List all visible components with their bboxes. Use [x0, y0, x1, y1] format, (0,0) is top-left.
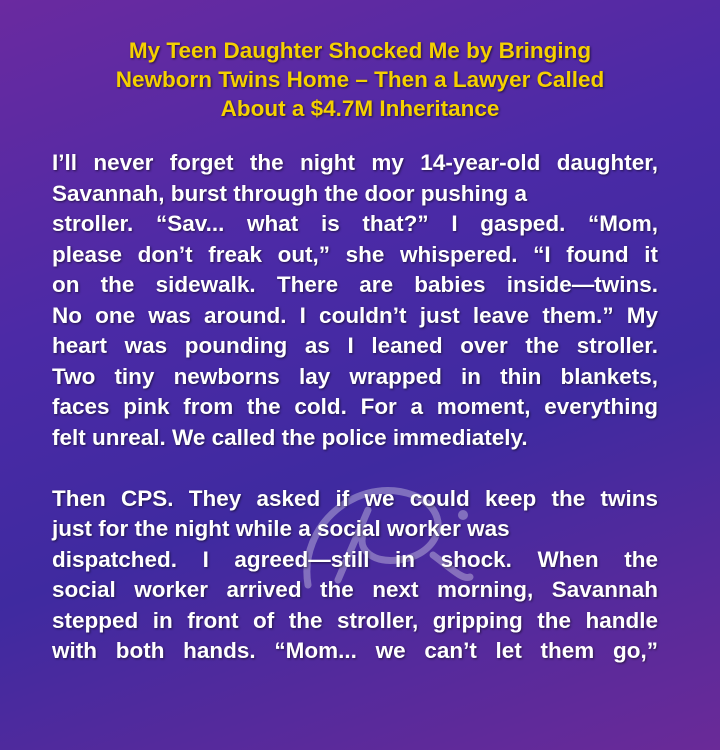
- text-line: faces pink from the cold. For a moment, everything: [52, 394, 658, 419]
- text-line: please don’t freak out,” she whispered. “I found it: [52, 241, 658, 267]
- paragraph-1: [52, 148, 658, 453]
- text-line: on the sidewalk. There are babies inside—twins.: [52, 272, 658, 297]
- text-line: with both hands. “Mom... we can’t let them go,”: [52, 638, 658, 663]
- text-line: social worker arrived the next morning, Savannah: [52, 577, 658, 602]
- text-line: Then CPS. They asked if we could keep the twins: [52, 485, 658, 511]
- title-line: About a $4.7M Inheritance: [220, 96, 500, 121]
- title-line: Newborn Twins Home – Then a Lawyer Called: [115, 67, 605, 92]
- text-line: stepped in front of the stroller, gripping the handle: [52, 607, 658, 633]
- story-body: [52, 148, 658, 667]
- text-line: No one was around. I couldn’t just leave them.” My: [52, 302, 658, 328]
- text-line: Two tiny newborns lay wrapped in thin blankets,: [52, 363, 658, 389]
- text-line: heart was pounding as I leaned over the stroller.: [52, 333, 658, 358]
- text-line: just for the night while a social worker was: [52, 516, 510, 541]
- text-line: I’ll never forget the night my 14-year-old daughter,: [52, 150, 658, 175]
- paragraph-gap: [52, 453, 658, 484]
- text-line: stroller. “Sav... what is that?” I gasped. “Mom,: [52, 211, 658, 236]
- title-line: My Teen Daughter Shocked Me by Bringing: [128, 38, 592, 63]
- text-line: felt unreal. We called the police immediately.: [52, 424, 528, 450]
- text-line: Savannah, burst through the door pushing a: [52, 180, 528, 206]
- story-title: [40, 36, 680, 123]
- paragraph-2: [52, 484, 658, 667]
- text-line: dispatched. I agreed—still in shock. When the: [52, 546, 658, 572]
